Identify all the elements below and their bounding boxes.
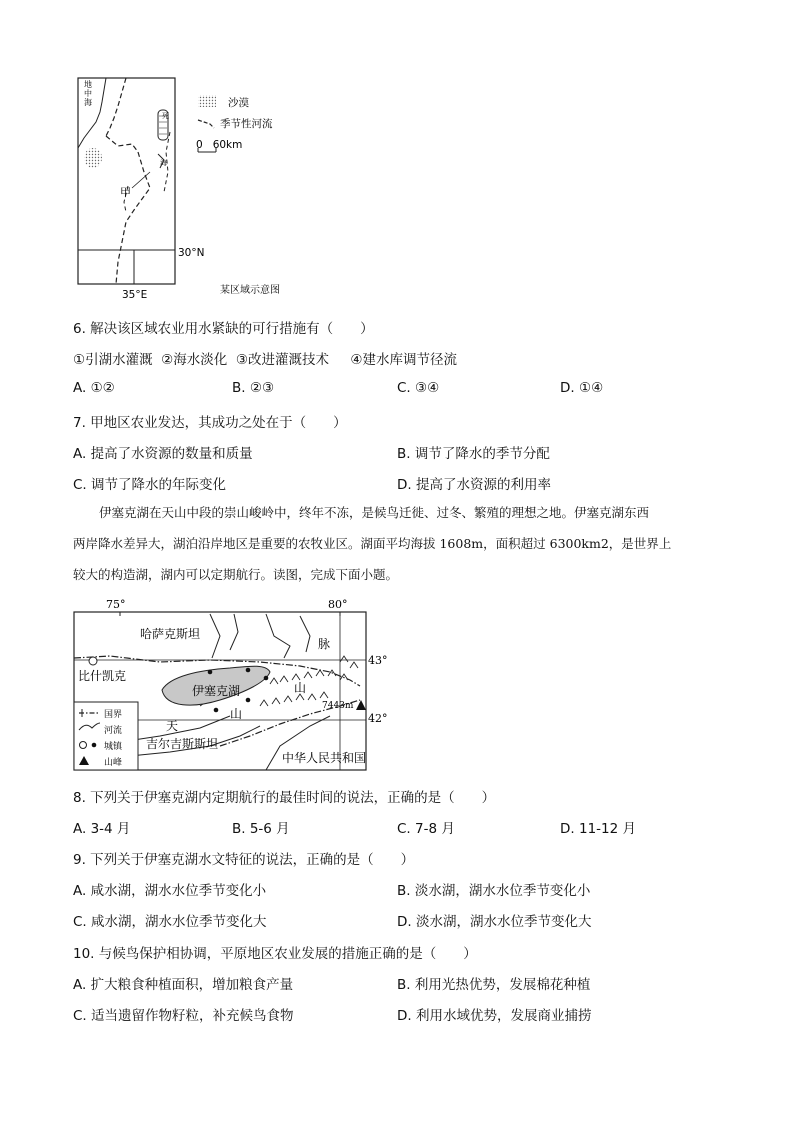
sea-label: 中 [84,89,92,98]
lake-label: 伊塞克湖 [192,684,241,698]
mountain-range [270,670,348,684]
question-6-items: ①引湖水灌溉 ②海水淡化 ③改进灌溉技术 ④建水库调节径流 [73,352,458,368]
mountain-range [340,656,358,668]
q10-option-a[interactable]: A. 扩大粮食种植面积，增加粮食产量 [73,977,294,993]
kyrgyzstan-label: 吉尔吉斯斯坦 [146,737,219,751]
q7-option-c[interactable]: C. 调节了降水的年际变化 [73,477,227,493]
town-marker [208,670,213,675]
lon-label: 35°E [122,289,148,300]
lon80-label: 80° [328,598,348,611]
question-9-stem: 9. 下列关于伊塞克湖水文特征的说法，正确的是（ ） [73,852,415,868]
legend-desert-swatch [198,95,216,107]
q8-option-a[interactable]: A. 3-4 月 [73,821,131,837]
q10-option-c[interactable]: C. 适当遗留作物籽粒，补充候鸟食物 [73,1008,294,1024]
mountain-label: 山 [230,707,243,721]
q9-option-c[interactable]: C. 咸水湖，湖水水位季节变化大 [73,914,267,930]
q10-option-b[interactable]: B. 利用光热优势，发展棉花种植 [397,977,591,993]
q7-option-d[interactable]: D. 提高了水资源的利用率 [397,477,551,493]
town-marker [214,708,219,713]
leader-line [132,172,150,188]
mountain-label: 天 [166,719,179,733]
seasonal-river [116,152,150,284]
sea-label: 地 [84,80,92,89]
legend-river-label: 河流 [104,726,123,736]
mountain-label: 山 [294,681,307,695]
legend-river-label: 季节性河流 [220,118,273,130]
capital-marker [89,657,97,665]
lat42-label: 42° [368,712,388,725]
legend-border-label: 国界 [104,710,123,720]
dashed-line [106,78,126,136]
q6-option-d[interactable]: D. ①④ [560,380,604,396]
lake-label: 死 [162,112,169,120]
q9-option-a[interactable]: A. 咸水湖，湖水水位季节变化小 [73,883,267,899]
dashed-line [106,136,138,152]
q6-option-b[interactable]: B. ②③ [232,380,275,396]
legend-town-swatch [92,743,97,748]
peak-marker [356,700,366,710]
legend-desert-label: 沙漠 [228,97,249,109]
q6-option-a[interactable]: A. ①② [73,380,115,396]
mountain-label: 脉 [318,637,331,651]
legend-town-label: 城镇 [104,742,123,752]
lon75-label: 75° [106,598,126,611]
legend-capital-swatch [80,742,87,749]
legend-river-swatch [198,120,214,128]
town-marker [246,698,251,703]
map-caption: 某区域示意图 [220,285,280,296]
q8-option-d[interactable]: D. 11-12 月 [560,821,636,837]
question-10-stem: 10. 与候鸟保护相协调，平原地区农业发展的措施正确的是（ ） [73,946,477,962]
q6-option-c[interactable]: C. ③④ [397,380,440,396]
coastline [78,78,106,148]
town-marker [264,676,269,681]
question-6-stem: 6. 解决该区域农业用水紧缺的可行措施有（ ） [73,321,374,337]
passage-line: 较大的构造湖，湖内可以定期航行。读图，完成下面小题。 [73,567,399,582]
desert-area [84,148,102,168]
question-8-stem: 8. 下列关于伊塞克湖内定期航行的最佳时间的说法，正确的是（ ） [73,790,496,806]
question-7-stem: 7. 甲地区农业发达，其成功之处在于（ ） [73,415,347,431]
passage-line: 伊塞克湖在天山中段的崇山峻岭中，终年不冻，是候鸟迁徙、过冬、繁殖的理想之地。伊塞克湖东西 [99,505,650,520]
lat-label: 30°N [178,247,205,259]
q10-option-d[interactable]: D. 利用水域优势，发展商业捕捞 [397,1008,592,1024]
bishkek-label: 比什凯克 [78,669,127,683]
region-map [70,72,370,300]
china-label: 中华人民共和国 [282,751,367,765]
legend-peak-label: 山峰 [104,758,123,768]
river [230,614,238,650]
peak-label: 7443m [322,701,354,711]
kazakhstan-label: 哈萨克斯坦 [140,627,201,641]
scale-label: 0 60km [196,139,243,151]
q8-option-c[interactable]: C. 7-8 月 [397,821,455,837]
place-jia-label: 甲 [120,186,131,199]
sea-label: 海 [84,98,92,107]
river [300,616,310,652]
q8-option-b[interactable]: B. 5-6 月 [232,821,290,837]
q7-option-a[interactable]: A. 提高了水资源的数量和质量 [73,446,253,462]
q9-option-b[interactable]: B. 淡水湖，湖水水位季节变化小 [397,883,591,899]
q7-option-b[interactable]: B. 调节了降水的季节分配 [397,446,550,462]
passage-line: 两岸降水差异大，湖泊沿岸地区是重要的农牧业区。湖面平均海拔 1608m，面积超过 6300km2，是世界上 [73,536,672,551]
river [210,614,220,658]
lake-label: 海 [160,159,167,167]
town-marker [246,668,251,673]
reading-passage [73,497,733,590]
q9-option-d[interactable]: D. 淡水湖，湖水水位季节变化大 [397,914,592,930]
issyk-kul-map [70,596,400,774]
river [266,614,290,658]
map-frame [78,78,175,284]
lat43-label: 43° [368,654,388,667]
